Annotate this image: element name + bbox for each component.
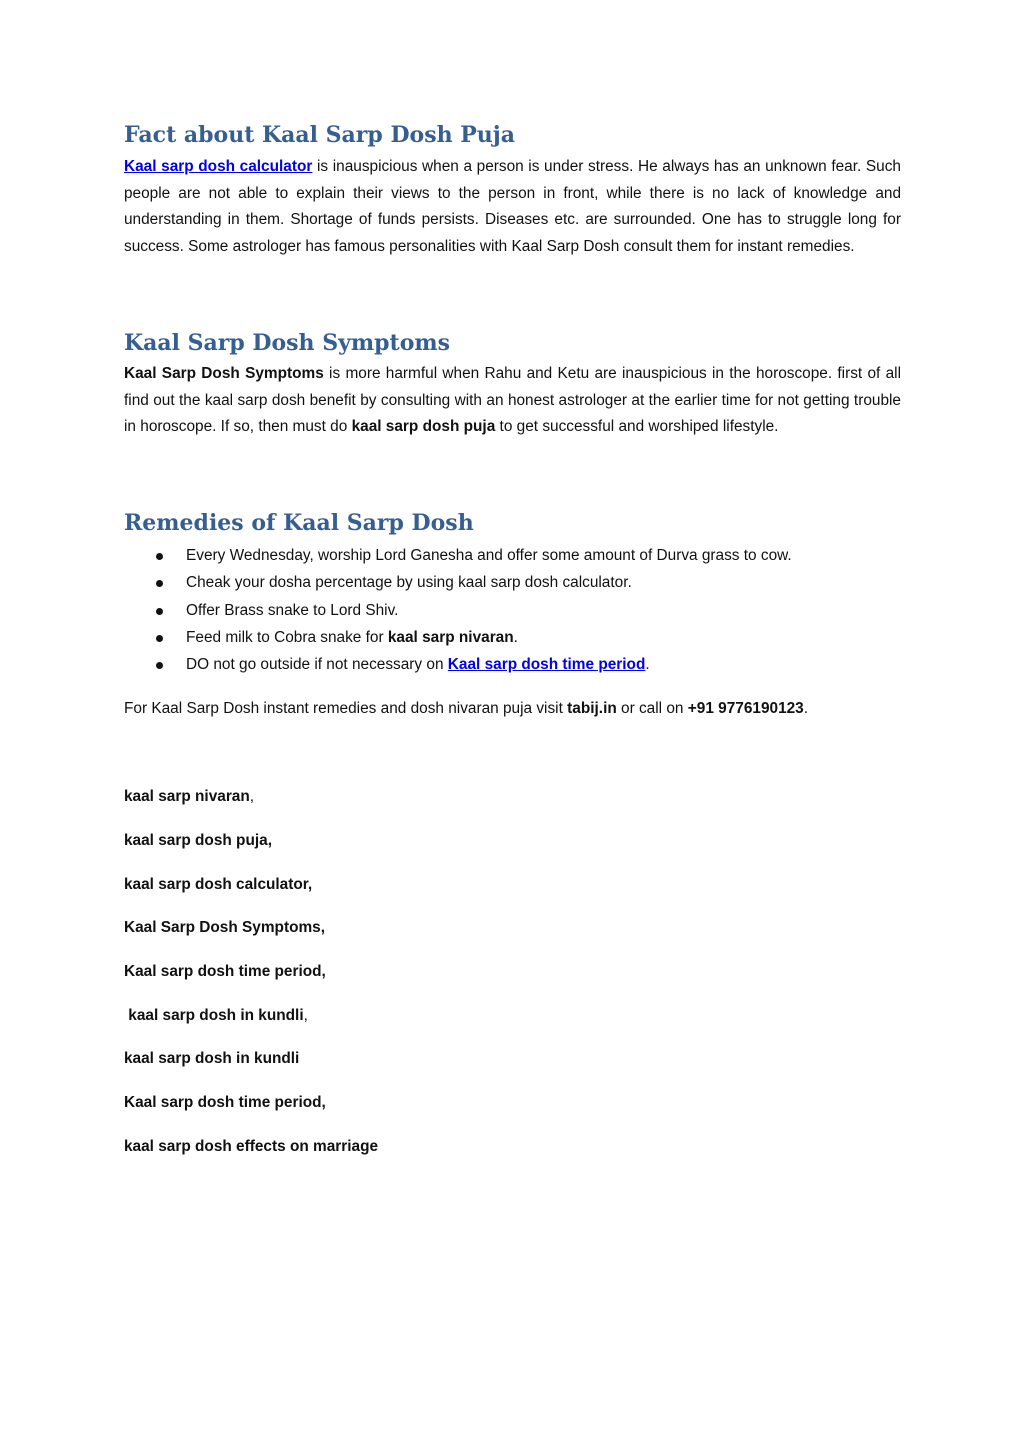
bullet-icon [156, 635, 163, 642]
symptoms-bold-mid: kaal sarp dosh puja [351, 418, 496, 435]
keyword-line [124, 963, 326, 981]
list-item-text: Feed milk to Cobra snake for [186, 628, 388, 646]
keyword-bold: kaal sarp nivaran [124, 788, 250, 805]
keyword-line [124, 876, 312, 894]
list-item-punct: . [645, 656, 650, 674]
paragraph-fact [124, 154, 901, 260]
list-item-punct: . [513, 628, 518, 646]
keyword-line [124, 1007, 308, 1025]
keyword-bold: Kaal Sarp Dosh Symptoms, [124, 919, 325, 936]
bullet-icon [156, 662, 163, 669]
keyword-tail: , [249, 788, 255, 805]
symptoms-text-a: is more harmful when Rahu and Ketu are inauspicious in the horoscope. first of all find out the kaal sarp dosh benefit by consulting with an honest astrologer at the earlier time for not getting trouble in horoscope. If so, then must do [124, 365, 901, 435]
heading-symptoms: Kaal Sarp Dosh Symptoms [124, 330, 451, 356]
heading-fact: Fact about Kaal Sarp Dosh Puja [124, 122, 515, 148]
keyword-bold: kaal sarp dosh in kundli [124, 1050, 300, 1067]
contact-phone: +91 9776190123 [687, 700, 804, 717]
list-item-text: DO not go outside if not necessary on [186, 656, 448, 674]
keyword-line [124, 788, 254, 806]
link-calculator[interactable]: Kaal sarp dosh calculator [124, 158, 313, 175]
paragraph-fact-text: is inauspicious when a person is under stress. He always has an unknown fear. Such people are not able to explain their views to the person in front, while there is no lack of knowledge and understanding in them. Shortage of funds persists. Diseases etc. are surrounded. One has to struggle long for success. Some astrologer has famous personalities with Kaal Sarp Dosh consult them for instant remedies. [124, 158, 901, 255]
list-item [124, 597, 901, 624]
list-item-text: Every Wednesday, worship Lord Ganesha and offer some amount of Durva grass to cow. [186, 547, 792, 564]
keyword-line [124, 1050, 299, 1068]
heading-remedies: Remedies of Kaal Sarp Dosh [124, 510, 474, 536]
keyword-tail: , [303, 1007, 308, 1024]
keyword-line [124, 832, 272, 850]
bullet-icon [156, 553, 163, 560]
list-item [124, 624, 901, 651]
contact-text-a: For Kaal Sarp Dosh instant remedies and dosh nivaran puja visit [124, 700, 568, 717]
keyword-bold: kaal sarp dosh calculator, [124, 876, 313, 893]
keyword-bold: Kaal sarp dosh time period, [124, 963, 326, 980]
list-item [124, 569, 901, 596]
keyword-line [124, 1138, 378, 1156]
contact-text-b: or call on [616, 700, 688, 717]
contact-line [124, 696, 901, 723]
list-item [124, 542, 901, 569]
contact-text-c: . [803, 700, 809, 717]
list-item-text: Cheak your dosha percentage by using kaal sarp dosh calculator. [186, 574, 632, 592]
bullet-icon [156, 580, 163, 587]
symptoms-text-b: to get successful and worshiped lifestyle. [495, 418, 779, 435]
keyword-bold: Kaal sarp dosh time period, [124, 1094, 326, 1111]
bullet-icon [156, 608, 163, 615]
remedies-list [124, 542, 901, 678]
list-item [124, 651, 901, 678]
keyword-line [124, 919, 325, 937]
list-item-text: Offer Brass snake to Lord Shiv. [186, 601, 399, 619]
link-time-period[interactable]: Kaal sarp dosh time period [447, 656, 646, 674]
paragraph-symptoms [124, 361, 901, 441]
symptoms-bold-lead: Kaal Sarp Dosh Symptoms [124, 365, 324, 382]
keyword-bold: kaal sarp dosh puja, [124, 832, 272, 849]
keyword-line [124, 1094, 326, 1112]
list-item-bold: kaal sarp nivaran [387, 628, 514, 646]
keyword-bold: kaal sarp dosh in kundli [124, 1007, 304, 1024]
keyword-bold: kaal sarp dosh effects on marriage [124, 1138, 379, 1155]
contact-site: tabij.in [567, 700, 617, 717]
